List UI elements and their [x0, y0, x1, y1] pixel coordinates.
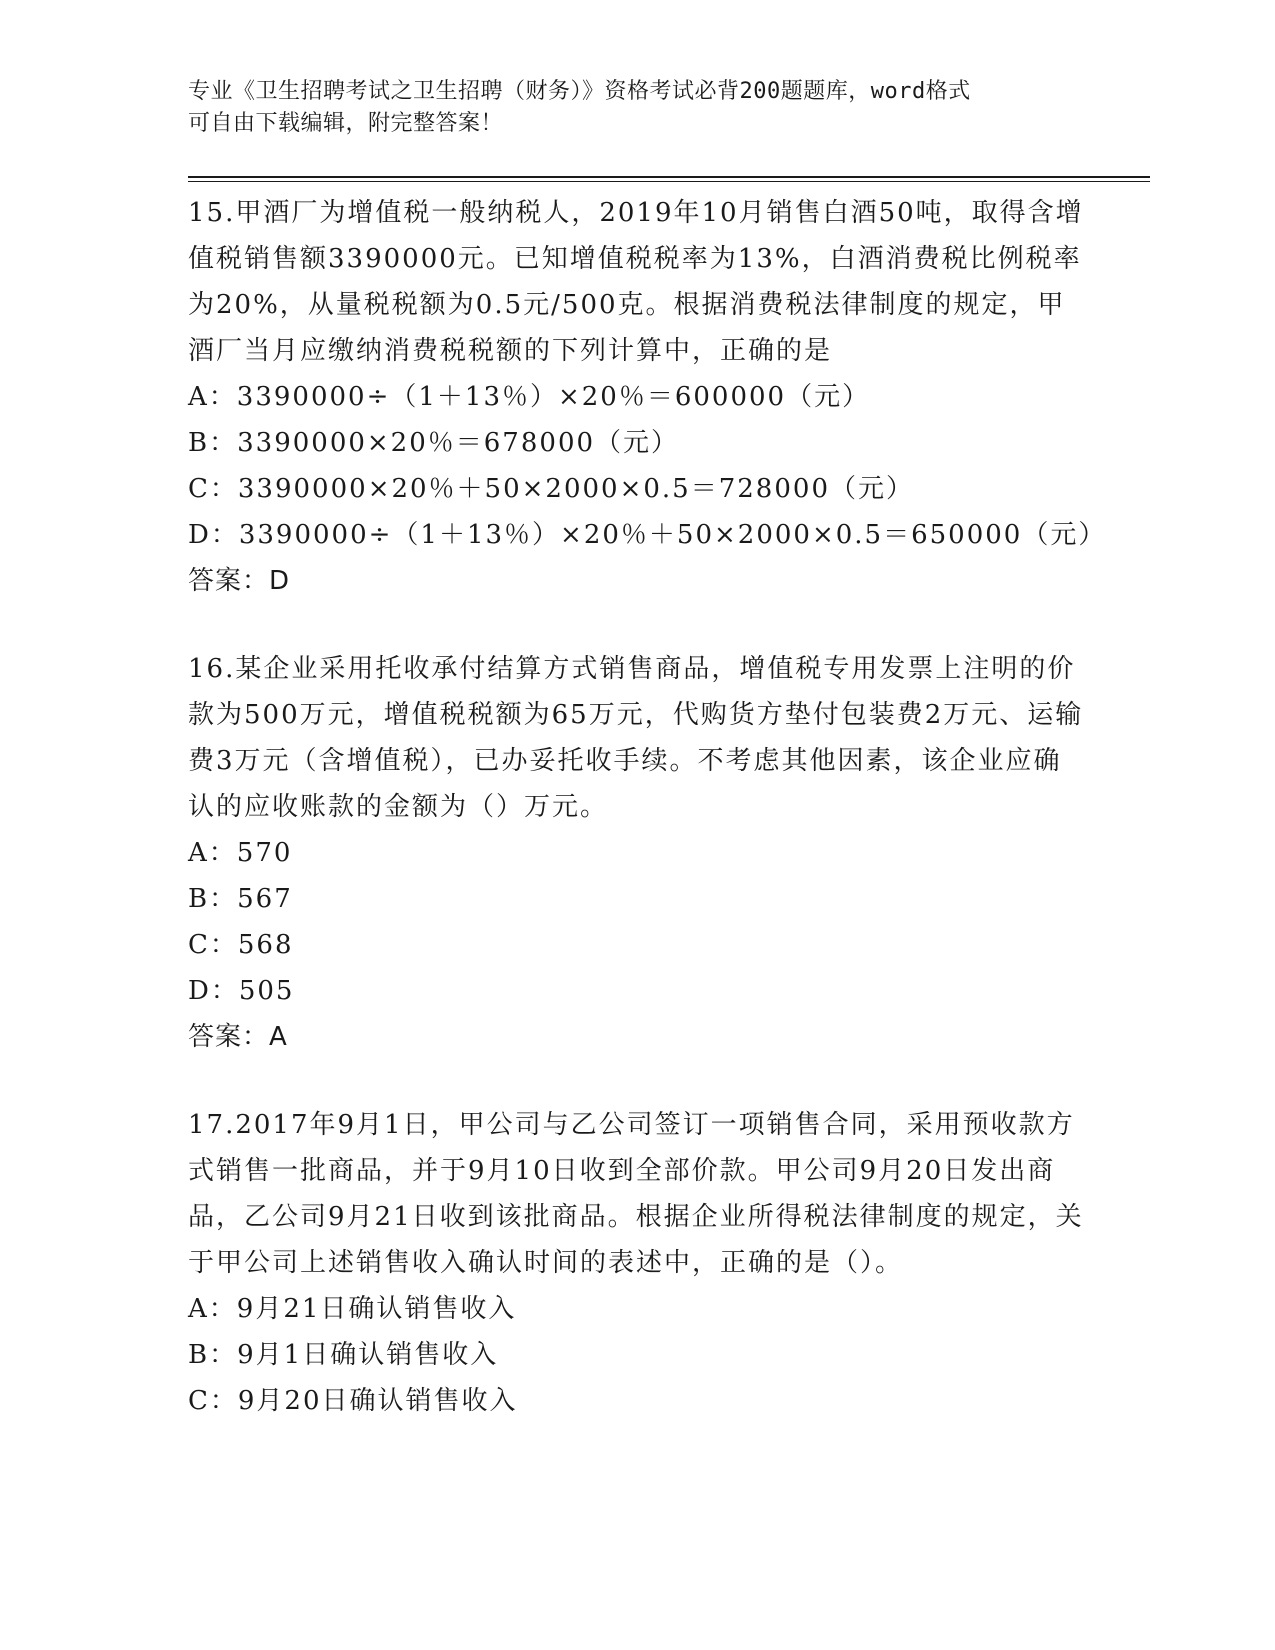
question-16 — [188, 646, 1088, 1060]
option-a: A：9月21日确认销售收入 — [188, 1294, 517, 1324]
option-b: B：567 — [188, 884, 293, 914]
answer-label: 答案：D — [188, 566, 291, 596]
answer-label: 答案：A — [188, 1022, 288, 1052]
option-a: A：3390000÷（1＋13％）×20％＝600000（元） — [188, 382, 871, 412]
header-line-2: 可自由下载编辑，附完整答案！ — [188, 111, 504, 136]
document-header — [188, 76, 1088, 140]
option-d: D：3390000÷（1＋13％）×20％＋50×2000×0.5＝650000（元） — [188, 520, 1107, 550]
option-d: D：505 — [188, 976, 295, 1006]
question-spacer — [188, 1060, 1088, 1102]
header-rule-thick — [188, 176, 1150, 178]
header-line-1: 专业《卫生招聘考试之卫生招聘（财务）》资格考试必背200题题库，word格式 — [188, 79, 971, 104]
question-15 — [188, 190, 1107, 604]
question-text: 16.某企业采用托收承付结算方式销售商品，增值税专用发票上注明的价款为500万元，增值税税额为65万元，代购货方垫付包装费2万元、运输费3万元（含增值税），已办妥托收手续。不考虑其他因素，该企业应确认的应收账款的金额为（）万元。 — [188, 654, 1084, 822]
question-spacer — [188, 604, 1088, 646]
question-text: 15.甲酒厂为增值税一般纳税人，2019年10月销售白酒50吨，取得含增值税销售额3390000元。已知增值税税率为13%，白酒消费税比例税率为20%，从量税税额为0.5元/500克。根据消费税法律制度的规定，甲酒厂当月应缴纳消费税税额的下列计算中，正确的是 — [188, 198, 1084, 366]
option-c: C：568 — [188, 930, 294, 960]
question-17 — [188, 1102, 1088, 1424]
question-list — [188, 190, 1107, 1424]
option-c: C：9月20日确认销售收入 — [188, 1386, 518, 1416]
header-rule-thin — [188, 181, 1150, 182]
question-text: 17.2017年9月1日，甲公司与乙公司签订一项销售合同，采用预收款方式销售一批商品，并于9月10日收到全部价款。甲公司9月20日发出商品，乙公司9月21日收到该批商品。根据企业所得税法律制度的规定，关于甲公司上述销售收入确认时间的表述中，正确的是（）。 — [188, 1110, 1084, 1278]
option-b: B：9月1日确认销售收入 — [188, 1340, 499, 1370]
option-b: B：3390000×20％＝678000（元） — [188, 428, 680, 458]
option-c: C：3390000×20％＋50×2000×0.5＝728000（元） — [188, 474, 914, 504]
option-a: A：570 — [188, 838, 293, 868]
